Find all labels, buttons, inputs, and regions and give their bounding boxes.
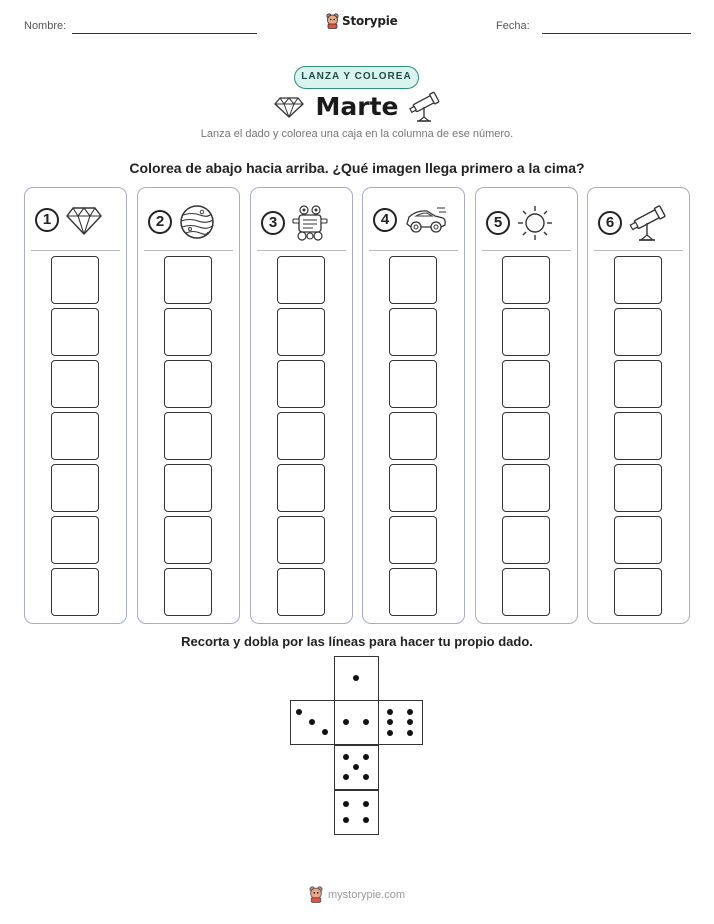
die-pip [309, 719, 315, 725]
color-box[interactable] [277, 256, 325, 304]
color-box[interactable] [502, 308, 550, 356]
color-box[interactable] [502, 412, 550, 460]
brand-logo [326, 13, 398, 29]
planet-icon [178, 204, 216, 240]
color-box[interactable] [502, 568, 550, 616]
die-pip [387, 719, 393, 725]
color-box[interactable] [389, 464, 437, 512]
footer [309, 886, 405, 903]
color-box[interactable] [614, 568, 662, 616]
die-pip [343, 774, 349, 780]
color-box[interactable] [614, 308, 662, 356]
column-divider [257, 250, 346, 251]
color-box[interactable] [51, 256, 99, 304]
color-box[interactable] [502, 464, 550, 512]
color-box[interactable] [614, 360, 662, 408]
die-pip [322, 729, 328, 735]
column-number: 6 [598, 211, 622, 235]
color-box[interactable] [51, 308, 99, 356]
color-box[interactable] [51, 568, 99, 616]
bear-mascot-icon [326, 13, 339, 29]
column-divider [144, 250, 233, 251]
color-box[interactable] [164, 516, 212, 564]
color-box[interactable] [277, 568, 325, 616]
die-face-2 [334, 700, 379, 745]
color-box[interactable] [614, 412, 662, 460]
color-box[interactable] [51, 412, 99, 460]
die-face-5 [334, 745, 379, 790]
die-pip [363, 754, 369, 760]
die-pip [363, 774, 369, 780]
subtitle: Lanza el dado y colorea una caja en la columna de ese número. [200, 128, 514, 140]
die-pip [343, 801, 349, 807]
color-box[interactable] [502, 360, 550, 408]
color-box[interactable] [164, 256, 212, 304]
die-pip [343, 719, 349, 725]
die-face-4 [334, 790, 379, 835]
column-divider [31, 250, 120, 251]
column-number: 3 [261, 211, 285, 235]
column-6 [587, 187, 690, 624]
color-box[interactable] [277, 412, 325, 460]
color-box[interactable] [389, 568, 437, 616]
color-box[interactable] [277, 516, 325, 564]
die-face-1 [334, 656, 379, 701]
diamond-icon [65, 204, 103, 236]
die-pip [407, 719, 413, 725]
color-box[interactable] [164, 412, 212, 460]
cut-instruction: Recorta y dobla por las líneas para hacer tu propio dado. [181, 634, 533, 649]
column-divider [594, 250, 683, 251]
column-number: 5 [486, 211, 510, 235]
page-title: Marte [315, 92, 399, 121]
color-box[interactable] [164, 568, 212, 616]
column-5 [475, 187, 578, 624]
die-pip [387, 730, 393, 736]
footer-url: mystorypie.com [328, 888, 406, 901]
column-divider [482, 250, 571, 251]
die-pip [363, 801, 369, 807]
die-pip [363, 719, 369, 725]
column-1 [24, 187, 127, 624]
color-box[interactable] [277, 464, 325, 512]
column-4 [362, 187, 465, 624]
color-box[interactable] [389, 412, 437, 460]
date-line[interactable] [542, 33, 691, 34]
telescope-icon [628, 204, 668, 242]
rover-robot-icon [291, 204, 329, 242]
color-box[interactable] [389, 256, 437, 304]
brand-name: Storypie [342, 14, 398, 28]
column-3 [250, 187, 353, 624]
color-box[interactable] [614, 516, 662, 564]
color-box[interactable] [164, 464, 212, 512]
die-pip [353, 675, 359, 681]
die-face-3 [290, 700, 335, 745]
column-divider [369, 250, 458, 251]
color-box[interactable] [389, 516, 437, 564]
die-pip [343, 817, 349, 823]
color-box[interactable] [389, 308, 437, 356]
activity-badge: LANZA Y COLOREA [294, 66, 419, 89]
instruction: Colorea de abajo hacia arriba. ¿Qué imagen llega primero a la cima? [129, 160, 585, 176]
die-pip [353, 764, 359, 770]
die-pip [387, 709, 393, 715]
color-box[interactable] [164, 360, 212, 408]
color-box[interactable] [164, 308, 212, 356]
die-pip [407, 730, 413, 736]
die-face-6 [378, 700, 423, 745]
die-pip [363, 817, 369, 823]
sun-icon [516, 204, 554, 242]
name-label: Nombre: [24, 20, 67, 32]
column-2 [137, 187, 240, 624]
color-box[interactable] [502, 256, 550, 304]
color-box[interactable] [51, 464, 99, 512]
column-number: 2 [148, 210, 172, 234]
color-box[interactable] [277, 308, 325, 356]
color-box[interactable] [614, 464, 662, 512]
color-box[interactable] [51, 360, 99, 408]
name-line[interactable] [72, 33, 257, 34]
color-box[interactable] [277, 360, 325, 408]
die-pip [343, 754, 349, 760]
die-pip [407, 709, 413, 715]
color-box[interactable] [389, 360, 437, 408]
telescope-icon [408, 91, 442, 123]
color-box[interactable] [502, 516, 550, 564]
column-number: 1 [35, 208, 59, 232]
die-pip [296, 709, 302, 715]
color-box[interactable] [614, 256, 662, 304]
car-icon [403, 204, 447, 236]
column-number: 4 [373, 208, 397, 232]
date-label: Fecha: [496, 20, 530, 32]
bear-mascot-icon [309, 886, 323, 903]
color-box[interactable] [51, 516, 99, 564]
